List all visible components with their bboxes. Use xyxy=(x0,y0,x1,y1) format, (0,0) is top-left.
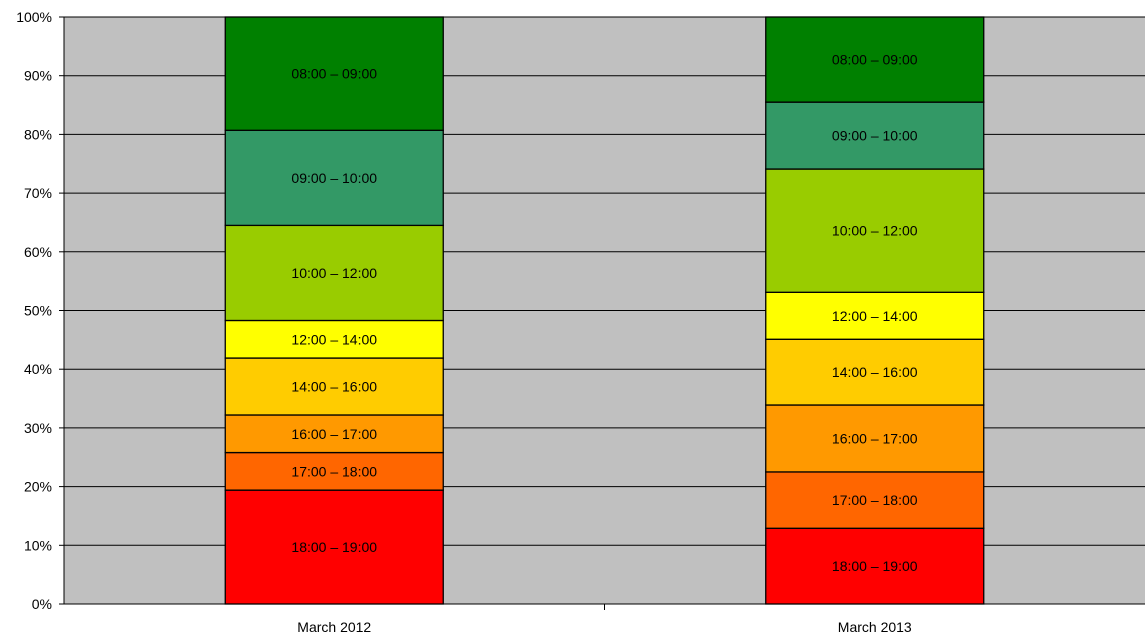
y-tick-label: 90% xyxy=(23,67,52,84)
segment-label: 10:00 – 12:00 xyxy=(291,264,378,281)
segment-label: 17:00 – 18:00 xyxy=(831,492,918,509)
y-tick-label: 20% xyxy=(23,478,52,495)
y-tick-label: 30% xyxy=(23,419,52,436)
x-axis-labels xyxy=(297,619,912,635)
segment-label: 16:00 – 17:00 xyxy=(291,425,378,442)
y-tick-label: 70% xyxy=(23,185,52,202)
y-tick-label: 100% xyxy=(16,9,52,25)
y-tick-label: 10% xyxy=(23,537,52,554)
segment-label: 10:00 – 12:00 xyxy=(831,222,918,239)
y-tick-label: 80% xyxy=(23,126,52,143)
segment-label: 14:00 – 16:00 xyxy=(831,364,918,381)
segment-label: 08:00 – 09:00 xyxy=(831,51,918,68)
x-category-label: March 2012 xyxy=(297,619,372,635)
y-tick-label: 50% xyxy=(23,302,52,319)
segment-label: 14:00 – 16:00 xyxy=(291,378,378,395)
y-tick-label: 60% xyxy=(23,243,52,260)
segment-label: 18:00 – 19:00 xyxy=(831,558,918,575)
segment-label: 08:00 – 09:00 xyxy=(291,65,378,82)
segment-label: 09:00 – 10:00 xyxy=(831,127,918,144)
segment-label: 12:00 – 14:00 xyxy=(831,307,918,324)
segment-label: 16:00 – 17:00 xyxy=(831,430,918,447)
y-tick-label: 40% xyxy=(23,361,52,378)
segment-label: 17:00 – 18:00 xyxy=(291,463,378,480)
x-category-label: March 2013 xyxy=(837,619,912,635)
y-tick-label: 0% xyxy=(31,596,52,612)
segment-label: 09:00 – 10:00 xyxy=(291,169,378,186)
segment-label: 18:00 – 19:00 xyxy=(291,539,378,556)
segment-label: 12:00 – 14:00 xyxy=(291,331,378,348)
y-axis-ticks xyxy=(16,9,64,612)
